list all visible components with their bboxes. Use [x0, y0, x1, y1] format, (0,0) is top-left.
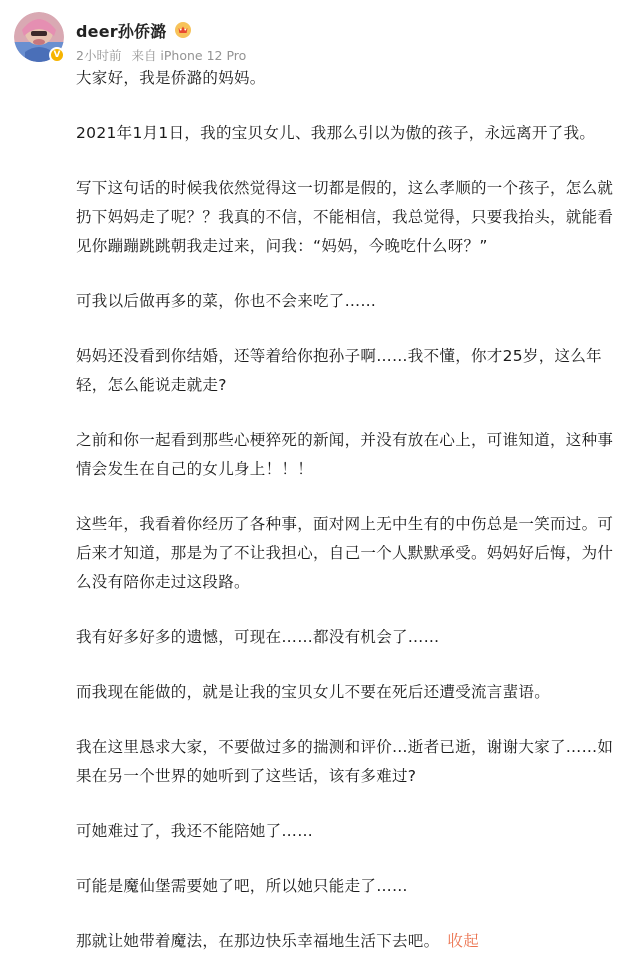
post-paragraph: 2021年1月1日，我的宝贝女儿、我那么引以为傲的孩子，永远离开了我。 [76, 124, 596, 142]
post-source: 来自 iPhone 12 Pro [131, 48, 247, 63]
post-paragraph: 大家好，我是侨潞的妈妈。 [76, 69, 266, 87]
post-paragraph: 可能是魔仙堡需要她了吧，所以她只能走了…… [76, 877, 408, 895]
post-paragraph: 这些年，我看着你经历了各种事，面对网上无中生有的中伤总是一笑而过。可后来才知道，那是为了不让我担心，自己一个人默默承受。妈妈好后悔，为什么没有陪你走过这段路。 [76, 515, 614, 591]
post-paragraph: 之前和你一起看到那些心梗猝死的新闻，并没有放在心上，可谁知道，这种事情会发生在自己的女儿身上！！！ [76, 431, 614, 478]
post-time[interactable]: 2小时前 [76, 48, 122, 63]
post-paragraph: 妈妈还没看到你结婚，还等着给你抱孙子啊……我不懂，你才25岁，这么年轻，怎么能说走就走? [76, 347, 602, 394]
post-content [76, 64, 628, 956]
post-header [14, 12, 614, 64]
post-meta [76, 46, 246, 64]
verified-v-icon: V [49, 47, 65, 63]
collapse-link[interactable]: 收起 [447, 932, 480, 950]
post-paragraph: 我在这里恳求大家，不要做过多的揣测和评价…逝者已逝，谢谢大家了……如果在另一个世界的她听到了这些话，该有多难过? [76, 738, 614, 785]
post-paragraph: 而我现在能做的，就是让我的宝贝女儿不要在死后还遭受流言蜚语。 [76, 683, 551, 701]
post-paragraph-last [76, 927, 628, 956]
username-row [76, 19, 192, 41]
avatar-container[interactable] [14, 12, 64, 62]
post-paragraph: 写下这句话的时候我依然觉得这一切都是假的，这么孝顺的一个孩子，怎么就扔下妈妈走了呢？？我真的不信，不能相信，我总觉得，只要我抬头，就能看见你蹦蹦跳跳朝我走过来，问我：“妈妈，今晚吃什么呀？” [76, 179, 614, 255]
username-link[interactable]: deer孙侨潞 [76, 21, 167, 41]
member-crown-icon[interactable] [174, 21, 192, 39]
post-paragraph: 我有好多好多的遗憾，可现在……都没有机会了…… [76, 628, 440, 646]
post-paragraph: 可她难过了，我还不能陪她了…… [76, 822, 314, 840]
post-paragraph-last-text: 那就让她带着魔法，在那边快乐幸福地生活下去吧。 [76, 932, 440, 950]
post-paragraph: 可我以后做再多的菜，你也不会来吃了…… [76, 292, 377, 310]
